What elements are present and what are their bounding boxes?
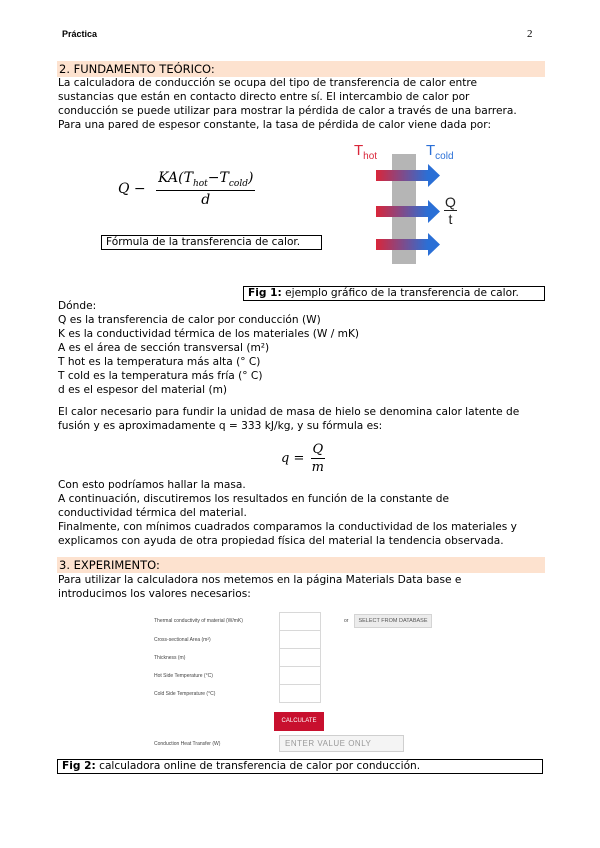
text-line: Con esto podríamos hallar la masa. xyxy=(58,479,246,491)
t-cold-label: $T_{cold}$ xyxy=(426,142,454,162)
field-label-area: Cross-sectional Area (m²) xyxy=(154,637,211,643)
heat-transfer-formula xyxy=(118,170,255,208)
text-line: d es el espesor del material (m) xyxy=(58,384,228,396)
closing-paragraph xyxy=(58,478,546,548)
text-line: explicamos con ayuda de otra propiedad física del material la tendencia observada. xyxy=(58,535,504,547)
text-line: A es el área de sección transversal (m²) xyxy=(58,342,270,354)
text-line: conducción se puede utilizar para mostrar la pérdida de calor a través de una barrera. xyxy=(58,105,517,117)
text-line: T hot es la temperatura más alta (° C) xyxy=(58,356,261,368)
text-line: El calor necesario para fundir la unidad de masa de hielo se denomina calor latente de xyxy=(58,406,520,418)
heat-transfer-figure xyxy=(350,140,480,270)
text-line: introducimos los valores necesarios: xyxy=(58,588,251,600)
conductivity-input[interactable] xyxy=(279,612,321,631)
result-label: Conduction Heat Transfer (W) xyxy=(154,741,221,747)
area-input[interactable] xyxy=(279,630,321,649)
cold-temp-input[interactable] xyxy=(279,684,321,703)
definitions-list xyxy=(58,299,546,397)
fig2-caption: Fig 2: calculadora online de transferencia de calor por conducción. xyxy=(57,759,543,774)
result-field[interactable]: ENTER VALUE ONLY xyxy=(279,735,404,752)
q-over-t-label: Q t xyxy=(445,194,456,227)
text-line: Para utilizar la calculadora nos metemos en la página Materials Data base e xyxy=(58,574,462,586)
formula-lhs: Q − xyxy=(118,180,146,197)
section-heading-fundamento: 2. FUNDAMENTO TEÓRICO: xyxy=(57,61,545,77)
section-heading-experimento: 3. EXPERIMENTO: xyxy=(57,557,545,573)
field-label-conductivity: Thermal conductivity of material (W/mK) xyxy=(154,618,243,624)
text-line: Dónde: xyxy=(58,300,97,312)
text-line: conductividad térmica del material. xyxy=(58,507,247,519)
formula-caption: Fórmula de la transferencia de calor. xyxy=(101,235,322,250)
text-line: sustancias que están en contacto directo entre sí. El intercambio de calor por xyxy=(58,91,470,103)
experiment-intro xyxy=(58,573,546,601)
text-line: La calculadora de conducción se ocupa del tipo de transferencia de calor entre xyxy=(58,77,478,89)
text-line: fusión y es aproximadamente q = 333 kJ/kg, y su fórmula es: xyxy=(58,420,383,432)
latent-heat-paragraph xyxy=(58,405,546,433)
formula-numerator: $KA(T_{hot}-T_{cold})$ xyxy=(158,170,254,189)
t-hot-label: $T_{hot}$ xyxy=(354,142,378,162)
or-text: or xyxy=(344,618,349,624)
text-line: Para una pared de espesor constante, la tasa de pérdida de calor viene dada por: xyxy=(58,119,492,131)
field-label-cold-temp: Cold Side Temperature (°C) xyxy=(154,691,216,697)
select-from-database-button[interactable]: SELECT FROM DATABASE xyxy=(354,614,432,628)
text-line: Q es la transferencia de calor por conducción (W) xyxy=(58,314,321,326)
field-label-thickness: Thickness (m) xyxy=(154,655,186,661)
calculate-button[interactable]: CALCULATE xyxy=(274,712,324,731)
fig1-caption: Fig 1: ejemplo gráfico de la transferencia de calor. xyxy=(243,286,545,301)
text-line: K es la conductividad térmica de los materiales (W / mK) xyxy=(58,328,360,340)
hot-temp-input[interactable] xyxy=(279,666,321,685)
header-title: Práctica xyxy=(62,29,98,39)
text-line: Finalmente, con mínimos cuadrados comparamos la conductividad de los materiales y xyxy=(58,521,517,533)
latent-heat-formula: q = $\frac{Q}{m}$ xyxy=(281,442,324,475)
field-label-hot-temp: Hot Side Temperature (°C) xyxy=(154,673,213,679)
formula-fraction xyxy=(156,170,255,208)
text-line: T cold es la temperatura más fría (° C) xyxy=(58,370,263,382)
formula-denominator: d xyxy=(201,191,211,208)
latent-fraction: $\frac{Q}{m}$ xyxy=(311,442,324,475)
text-line: A continuación, discutiremos los resultados en función de la constante de xyxy=(58,493,450,505)
intro-paragraph xyxy=(58,76,546,132)
page-number: 2 xyxy=(527,28,533,40)
thickness-input[interactable] xyxy=(279,648,321,667)
